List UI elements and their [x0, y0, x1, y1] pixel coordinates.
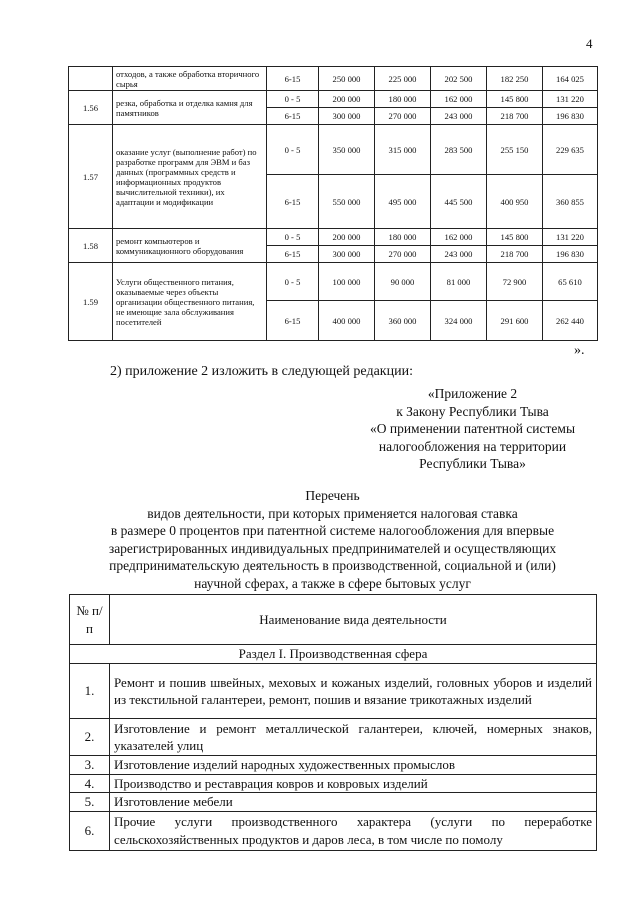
rate-value: 162 000 [431, 91, 487, 108]
rate-value: 350 000 [319, 125, 375, 175]
row-number: 5. [70, 793, 110, 812]
title-line: предпринимательскую деятельность в производственной, социальной и (или) [109, 558, 556, 573]
appendix-line: Республики Тыва» [419, 456, 526, 471]
rate-value: 65 610 [543, 263, 598, 301]
rate-value: 283 500 [431, 125, 487, 175]
rate-value: 360 000 [375, 301, 431, 341]
rate-value: 202 500 [431, 67, 487, 91]
rate-value: 100 000 [319, 263, 375, 301]
table-row [69, 125, 598, 175]
table-row [69, 67, 598, 91]
amendment-item: 2) приложение 2 изложить в следующей редакции: [110, 364, 413, 379]
rate-value: 196 830 [543, 246, 598, 263]
rate-value: 229 635 [543, 125, 598, 175]
section-title: Раздел I. Производственная сфера [70, 645, 597, 664]
title-line: в размере 0 процентов при патентной системе налогообложения для впервые [110, 523, 555, 538]
employee-range: 0 - 5 [267, 91, 319, 108]
row-number: 4. [70, 774, 110, 793]
rate-value: 291 600 [487, 301, 543, 341]
rate-value: 243 000 [431, 108, 487, 125]
table-row [70, 793, 597, 812]
row-number: 3. [70, 756, 110, 775]
activity-name: Ремонт и пошив швейных, меховых и кожаных изделий, головных уборов и изделий из текстильной галантереи, ремонт, пошив и вязание трикотажных изделий [110, 664, 597, 719]
row-number [69, 67, 113, 91]
rate-value: 400 000 [319, 301, 375, 341]
rate-value: 495 000 [375, 175, 431, 229]
table-row [70, 664, 597, 719]
header-number: № п/п [70, 595, 110, 645]
employee-range: 0 - 5 [267, 229, 319, 246]
employee-range: 6-15 [267, 175, 319, 229]
appendix-line: к Закону Республики Тыва [396, 403, 549, 419]
appendix-heading [340, 385, 605, 473]
rate-value: 145 800 [487, 229, 543, 246]
rate-value: 162 000 [431, 229, 487, 246]
row-number: 6. [70, 811, 110, 850]
rate-value: 250 000 [319, 67, 375, 91]
row-number: 1.59 [69, 263, 113, 341]
activity-name: Услуги общественного питания, оказываемые через объекты организации общественного питания, не имеющие зала обслуживания посетителей [113, 263, 267, 341]
rate-value: 200 000 [319, 91, 375, 108]
activity-name: Изготовление изделий народных художественных промыслов [110, 756, 597, 775]
list-title [60, 487, 605, 592]
employee-range: 0 - 5 [267, 125, 319, 175]
table-row [69, 91, 598, 108]
section-row [70, 645, 597, 664]
rate-value: 270 000 [375, 108, 431, 125]
title-line: научной сферах, а также в сфере бытовых услуг [194, 575, 471, 591]
activity-name: резка, обработка и отделка камня для памятников [113, 91, 267, 125]
rate-value: 360 855 [543, 175, 598, 229]
rate-value: 315 000 [375, 125, 431, 175]
rate-value: 180 000 [375, 229, 431, 246]
rate-value: 200 000 [319, 229, 375, 246]
rate-value: 72 900 [487, 263, 543, 301]
rate-value: 90 000 [375, 263, 431, 301]
rate-value: 218 700 [487, 246, 543, 263]
rate-value: 218 700 [487, 108, 543, 125]
rate-value: 400 950 [487, 175, 543, 229]
page-number: 4 [586, 36, 593, 51]
activity-name: отходов, а также обработка вторичного сырья [113, 67, 267, 91]
activity-name: Производство и реставрация ковров и ковровых изделий [110, 774, 597, 793]
appendix-line: налогообложения на территории [378, 438, 567, 454]
rate-value: 145 800 [487, 91, 543, 108]
table-header-row [70, 595, 597, 645]
rate-value: 262 440 [543, 301, 598, 341]
activity-name: оказание услуг (выполнение работ) по разработке программ для ЭВМ и баз данных (программных средств и информационных продуктов вычислительной техники), их адаптации и модификации [113, 125, 267, 229]
rate-value: 196 830 [543, 108, 598, 125]
employee-range: 6-15 [267, 301, 319, 341]
rate-value: 300 000 [319, 246, 375, 263]
activity-name: ремонт компьютеров и коммуникационного оборудования [113, 229, 267, 263]
table-row [70, 811, 597, 850]
rate-value: 225 000 [375, 67, 431, 91]
rate-value: 445 500 [431, 175, 487, 229]
rate-value: 131 220 [543, 91, 598, 108]
rate-table [68, 66, 598, 341]
header-name: Наименование вида деятельности [110, 595, 597, 645]
title-line: видов деятельности, при которых применяется налоговая ставка [147, 505, 518, 521]
rate-value: 300 000 [319, 108, 375, 125]
employee-range: 6-15 [267, 67, 319, 91]
employee-range: 6-15 [267, 108, 319, 125]
table-row [69, 229, 598, 246]
table-row [70, 719, 597, 756]
row-number: 1.57 [69, 125, 113, 229]
rate-value: 182 250 [487, 67, 543, 91]
row-number: 1.58 [69, 229, 113, 263]
row-number: 1.56 [69, 91, 113, 125]
row-number: 1. [70, 664, 110, 719]
activity-name: Изготовление и ремонт металлической галантереи, ключей, номерных знаков, указателей улиц [110, 719, 597, 756]
appendix-line: «О применении патентной системы [369, 421, 576, 436]
rate-value: 270 000 [375, 246, 431, 263]
rate-value: 255 150 [487, 125, 543, 175]
table-row [70, 774, 597, 793]
rate-value: 81 000 [431, 263, 487, 301]
title-line: зарегистрированных индивидуальных предпринимателей и осуществляющих [108, 540, 557, 556]
employee-range: 0 - 5 [267, 263, 319, 301]
row-number: 2. [70, 719, 110, 756]
employee-range: 6-15 [267, 246, 319, 263]
rate-value: 243 000 [431, 246, 487, 263]
table-row [69, 263, 598, 301]
rate-value: 550 000 [319, 175, 375, 229]
rate-value: 164 025 [543, 67, 598, 91]
closing-quote: ». [574, 343, 585, 358]
rate-value: 180 000 [375, 91, 431, 108]
activity-name: Изготовление мебели [110, 793, 597, 812]
activity-name: Прочие услуги производственного характера (услуги по переработке сельскохозяйственных продуктов и даров леса, в том числе по помолу [110, 811, 597, 850]
rate-value: 131 220 [543, 229, 598, 246]
table-row [70, 756, 597, 775]
activities-table [69, 594, 597, 851]
rate-value: 324 000 [431, 301, 487, 341]
title-line: Перечень [305, 488, 360, 503]
appendix-line: «Приложение 2 [427, 386, 518, 401]
